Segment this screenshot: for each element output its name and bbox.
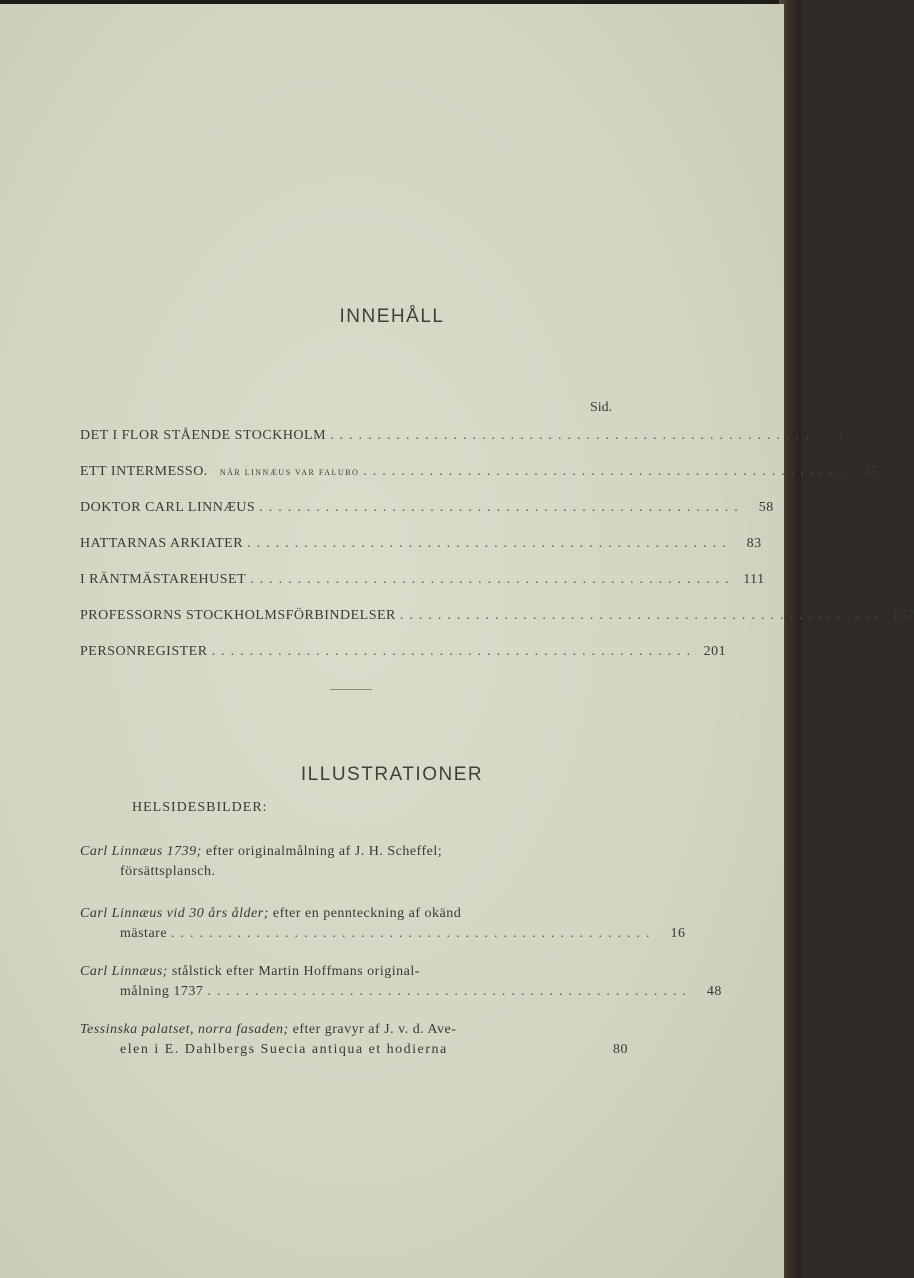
toc-entry-page: 152 (891, 608, 914, 623)
illustration-title: Carl Linnæus; (80, 964, 168, 979)
toc-entry-title: PERSONREGISTER (80, 644, 208, 659)
illustration-page: 48 (706, 984, 722, 999)
illustration-description-cont: målning 1737 (120, 984, 204, 999)
toc-entry-title: HATTARNAS ARKIATER (80, 536, 244, 551)
book-page (0, 4, 914, 1278)
illustrations-heading: ILLUSTRATIONER (300, 764, 484, 785)
toc-entry-page: 201 (703, 644, 727, 659)
leader-dots: ................................................... (171, 926, 656, 941)
page-column-label: Sid. (590, 400, 613, 415)
toc-entry (80, 534, 762, 554)
leader-dots: ................................................... (207, 984, 692, 999)
toc-entry-title: I RÄNTMÄSTAREHUSET (80, 572, 247, 587)
illustration-description-cont: försättsplansch. (120, 864, 216, 879)
leader-dots: ................................................... (247, 536, 732, 551)
illustration-entry (80, 1020, 628, 1060)
illustration-title: Tessinska palatset, norra fasaden; (80, 1022, 289, 1037)
toc-entry (80, 462, 878, 482)
illustration-title: Carl Linnæus 1739; (80, 844, 202, 859)
toc-entry-page: 37 (862, 464, 878, 479)
illustration-description: stålstick efter Martin Hoffmans original- (171, 964, 420, 979)
illustration-entry (80, 962, 722, 1002)
leader-dots: ................................................... (399, 608, 885, 623)
contents-heading: INNEHÅLL (339, 306, 445, 327)
toc-entry-title: DOKTOR CARL LINNÆUS (80, 500, 256, 515)
toc-entry (80, 606, 914, 626)
illustration-description-cont: mästare (120, 926, 168, 941)
section-divider (330, 689, 372, 690)
toc-entry (80, 426, 845, 446)
toc-entry-page: 1 (837, 428, 845, 443)
leader-dots: ................................................... (250, 572, 735, 587)
leader-dots: ................................................... (363, 464, 848, 479)
toc-entry (80, 498, 774, 518)
illustration-title: Carl Linnæus vid 30 års ålder; (80, 906, 269, 921)
toc-entry-title: PROFESSORNS STOCKHOLMSFÖRBINDELSER (80, 608, 396, 623)
illustration-page: 16 (670, 926, 686, 941)
leader-dots: ................................................... (330, 428, 815, 443)
toc-entry-title: DET I FLOR STÅENDE STOCKHOLM (80, 428, 327, 443)
toc-entry-title: ETT INTERMESSO. (80, 464, 208, 479)
leader-dots: ................................................... (211, 644, 697, 659)
illustration-description: efter en pennteckning af okänd (272, 906, 462, 921)
illustration-description-cont: elen i E. Dahlbergs Suecia antiqua et hodierna (120, 1042, 448, 1057)
illustration-entry (80, 842, 628, 882)
illustration-description: efter originalmålning af J. H. Scheffel; (205, 844, 443, 859)
leader-dots: ................................................... (259, 500, 744, 515)
illustrations-subheading: HELSIDESBILDER: (132, 800, 268, 815)
toc-entry-subtitle: NÄR LINNÆUS VAR FALUBO (219, 468, 360, 477)
illustration-entry (80, 904, 686, 944)
toc-entry-page: 83 (746, 536, 762, 551)
illustration-description: efter gravyr af J. v. d. Ave- (292, 1022, 457, 1037)
toc-entry-page: 58 (758, 500, 774, 515)
toc-entry-page: 111 (743, 572, 765, 587)
illustration-page: 80 (613, 1042, 628, 1057)
toc-entry (80, 570, 765, 590)
toc-entry (80, 642, 727, 662)
